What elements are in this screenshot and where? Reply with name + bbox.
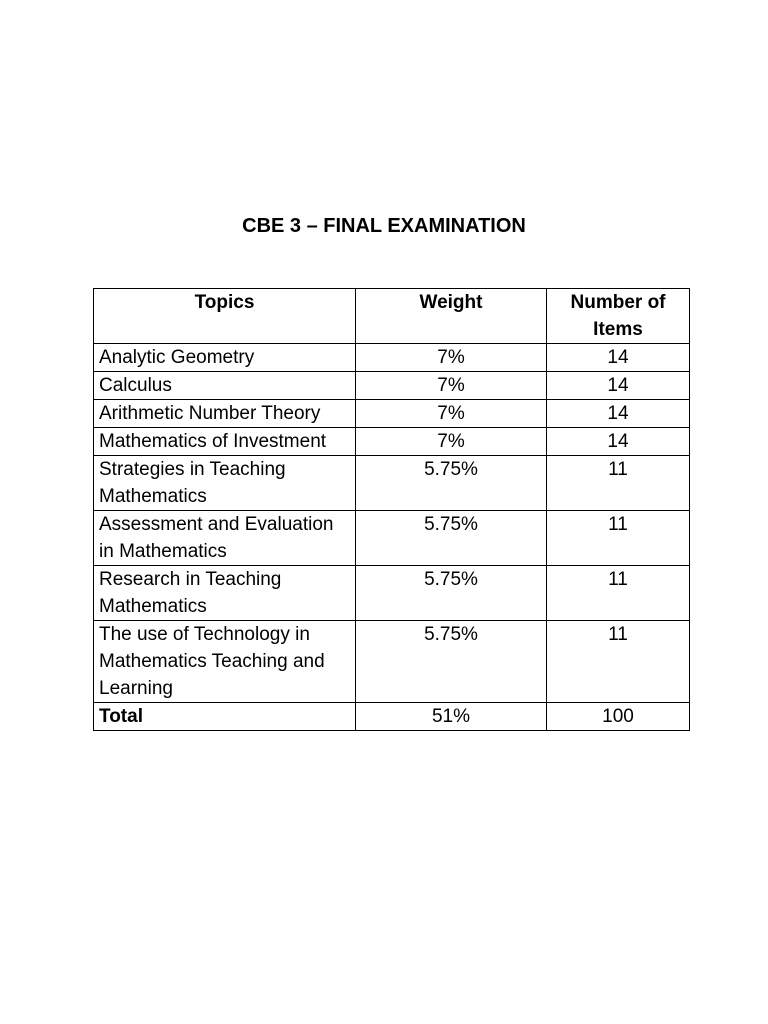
weight-cell: 7% xyxy=(356,372,547,400)
page-title: CBE 3 – FINAL EXAMINATION xyxy=(242,215,526,237)
total-items: 100 xyxy=(547,703,690,731)
exam-weight-table xyxy=(93,288,690,731)
header-weight: Weight xyxy=(356,289,547,344)
topic-cell: Strategies in Teaching Mathematics xyxy=(94,456,356,511)
topic-cell: Mathematics of Investment xyxy=(94,428,356,456)
topic-cell: The use of Technology in Mathematics Teaching and Learning xyxy=(94,621,356,703)
total-row xyxy=(94,703,690,731)
items-cell: 14 xyxy=(547,428,690,456)
topic-cell: Analytic Geometry xyxy=(94,344,356,372)
items-cell: 11 xyxy=(547,511,690,566)
total-weight: 51% xyxy=(356,703,547,731)
weight-cell: 5.75% xyxy=(356,621,547,703)
table-row xyxy=(94,566,690,621)
header-number-of-items: Number of Items xyxy=(547,289,690,344)
table-header-row xyxy=(94,289,690,344)
table-row xyxy=(94,456,690,511)
items-cell: 11 xyxy=(547,456,690,511)
items-cell: 11 xyxy=(547,621,690,703)
table-row xyxy=(94,621,690,703)
items-cell: 14 xyxy=(547,400,690,428)
topic-cell: Assessment and Evaluation in Mathematics xyxy=(94,511,356,566)
weight-cell: 5.75% xyxy=(356,511,547,566)
weight-cell: 7% xyxy=(356,344,547,372)
weight-cell: 7% xyxy=(356,428,547,456)
table-row xyxy=(94,400,690,428)
items-cell: 14 xyxy=(547,344,690,372)
table-row xyxy=(94,344,690,372)
table-row xyxy=(94,428,690,456)
items-cell: 14 xyxy=(547,372,690,400)
table-row xyxy=(94,511,690,566)
table-row xyxy=(94,372,690,400)
weight-cell: 5.75% xyxy=(356,566,547,621)
weight-cell: 5.75% xyxy=(356,456,547,511)
header-topics: Topics xyxy=(94,289,356,344)
weight-cell: 7% xyxy=(356,400,547,428)
topic-cell: Calculus xyxy=(94,372,356,400)
total-label: Total xyxy=(94,703,356,731)
topic-cell: Research in Teaching Mathematics xyxy=(94,566,356,621)
items-cell: 11 xyxy=(547,566,690,621)
topic-cell: Arithmetic Number Theory xyxy=(94,400,356,428)
